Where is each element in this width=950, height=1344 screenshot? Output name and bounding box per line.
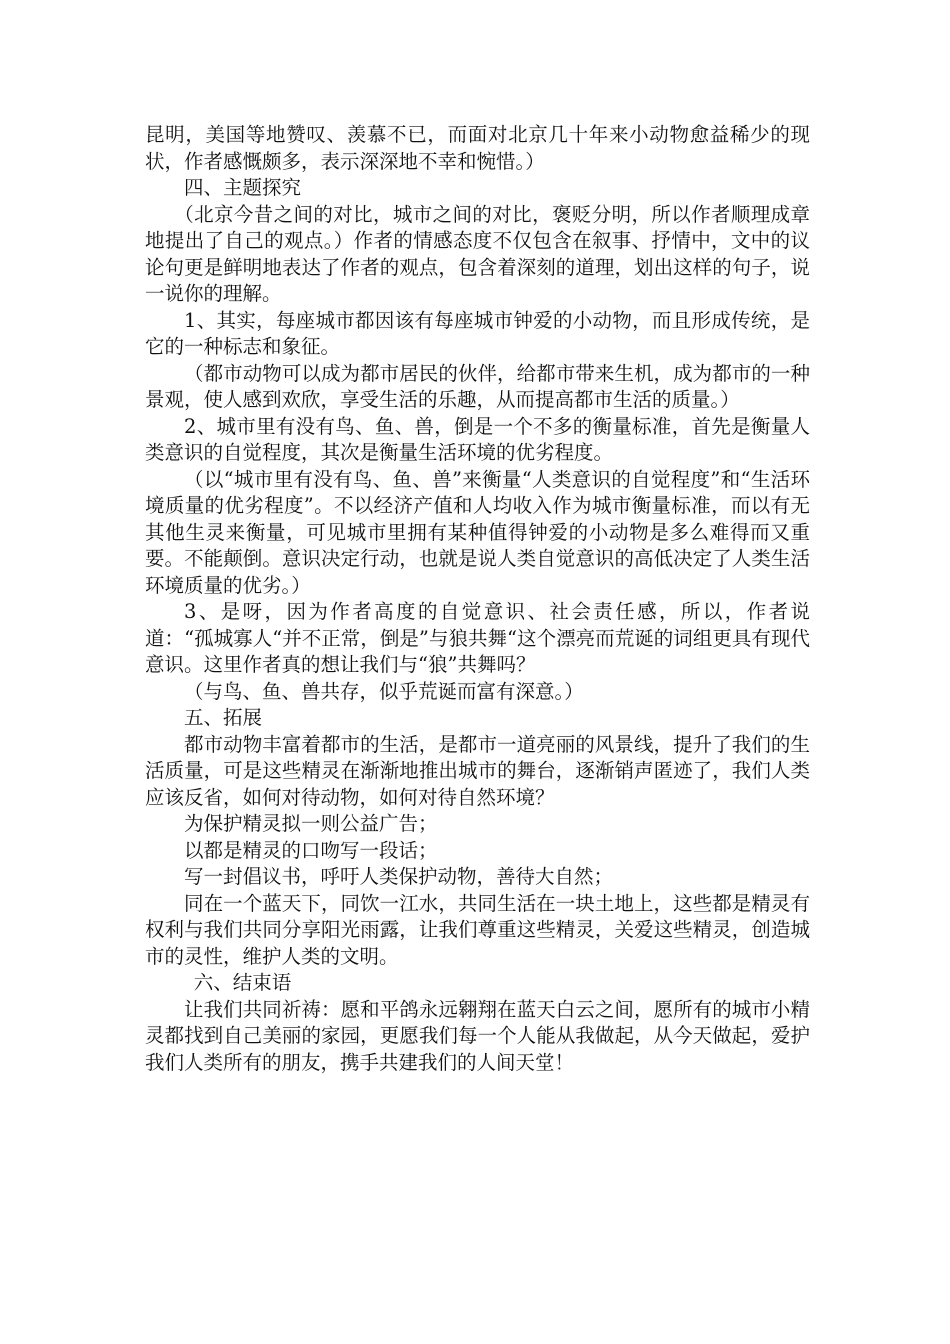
task-item-voice: 以都是精灵的口吻写一段话；: [184, 838, 438, 862]
section-heading-4: 四、主题探究: [184, 176, 302, 199]
paragraph-point-2-note: （以“城市里有没有鸟、鱼、兽”来衡量“人类意识的自觉程度”和“生活环境质量的优劣程度”。不以经济产值和人均收入作为城市衡量标准，而以有无其他生灵来衡量，可见城市里拥有某种值得钟爱的小动物是多么难得而又重要。不能颠倒。意识决定行动，也就是说人类自觉意识的高低决定了人类生活环境质量的优劣。）: [145, 467, 810, 597]
section-heading-6: 六、结束语: [193, 971, 292, 994]
section-heading-5: 五、拓展: [184, 706, 263, 729]
task-item-proposal: 写一封倡议书，呼吁人类保护动物，善待大自然；: [184, 865, 614, 888]
document-page: [145, 122, 810, 1076]
paragraph-continuation: 昆明，美国等地赞叹、羡慕不已，而面对北京几十年来小动物愈益稀少的现状，作者感慨颇多，表示深深地不幸和惋惜。）: [145, 123, 810, 173]
paragraph-point-3: 3、是呀，因为作者高度的自觉意识、社会责任感，所以，作者说道：“孤城寡人“并不正常，倒是”与狼共舞“这个漂亮而荒诞的词组更具有现代意识。这里作者真的想让我们与“狼”共舞吗？: [145, 600, 810, 676]
paragraph-shared-sky: 同在一个蓝天下，同饮一江水，共同生活在一块土地上，这些都是精灵有权利与我们共同分享阳光雨露，让我们尊重这些精灵，关爱这些精灵，创造城市的灵性，维护人类的文明。: [145, 891, 810, 968]
paragraph-point-3-note: （与鸟、鱼、兽共存，似乎荒诞而富有深意。）: [184, 679, 584, 703]
paragraph-point-2: 2、城市里有没有鸟、鱼、兽，倒是一个不多的衡量标准，首先是衡量人类意识的自觉程度，其次是衡量生活环境的优劣程度。: [145, 414, 810, 464]
paragraph-extension: 都市动物丰富着都市的生活，是都市一道亮丽的风景线，提升了我们的生活质量，可是这些精灵在渐渐地推出城市的舞台，逐渐销声匿迹了，我们人类应该反省，如何对待动物，如何对待自然环境？: [145, 732, 810, 809]
paragraph-point-1: 1、其实，每座城市都因该有每座城市钟爱的小动物，而且形成传统，是它的一种标志和象征。: [145, 308, 810, 358]
task-item-ad: 为保护精灵拟一则公益广告；: [184, 812, 438, 835]
paragraph-point-1-note: （都市动物可以成为都市居民的伙伴，给都市带来生机，成为都市的一种景观，使人感到欢欣，享受生活的乐趣，从而提高都市生活的质量。）: [145, 361, 810, 411]
paragraph-closing: 让我们共同祈祷：愿和平鸽永远翱翔在蓝天白云之间，愿所有的城市小精灵都找到自己美丽的家园，更愿我们每一个人能从我做起，从今天做起，爱护我们人类所有的朋友，携手共建我们的人间天堂！: [145, 997, 810, 1074]
paragraph-theme-intro: （北京今昔之间的对比，城市之间的对比，褒贬分明，所以作者顺理成章地提出了自己的观点。）作者的情感态度不仅包含在叙事、抒情中，文中的议论句更是鲜明地表达了作者的观点，包含着深刻的道理，划出这样的句子，说一说你的理解。: [145, 202, 810, 305]
